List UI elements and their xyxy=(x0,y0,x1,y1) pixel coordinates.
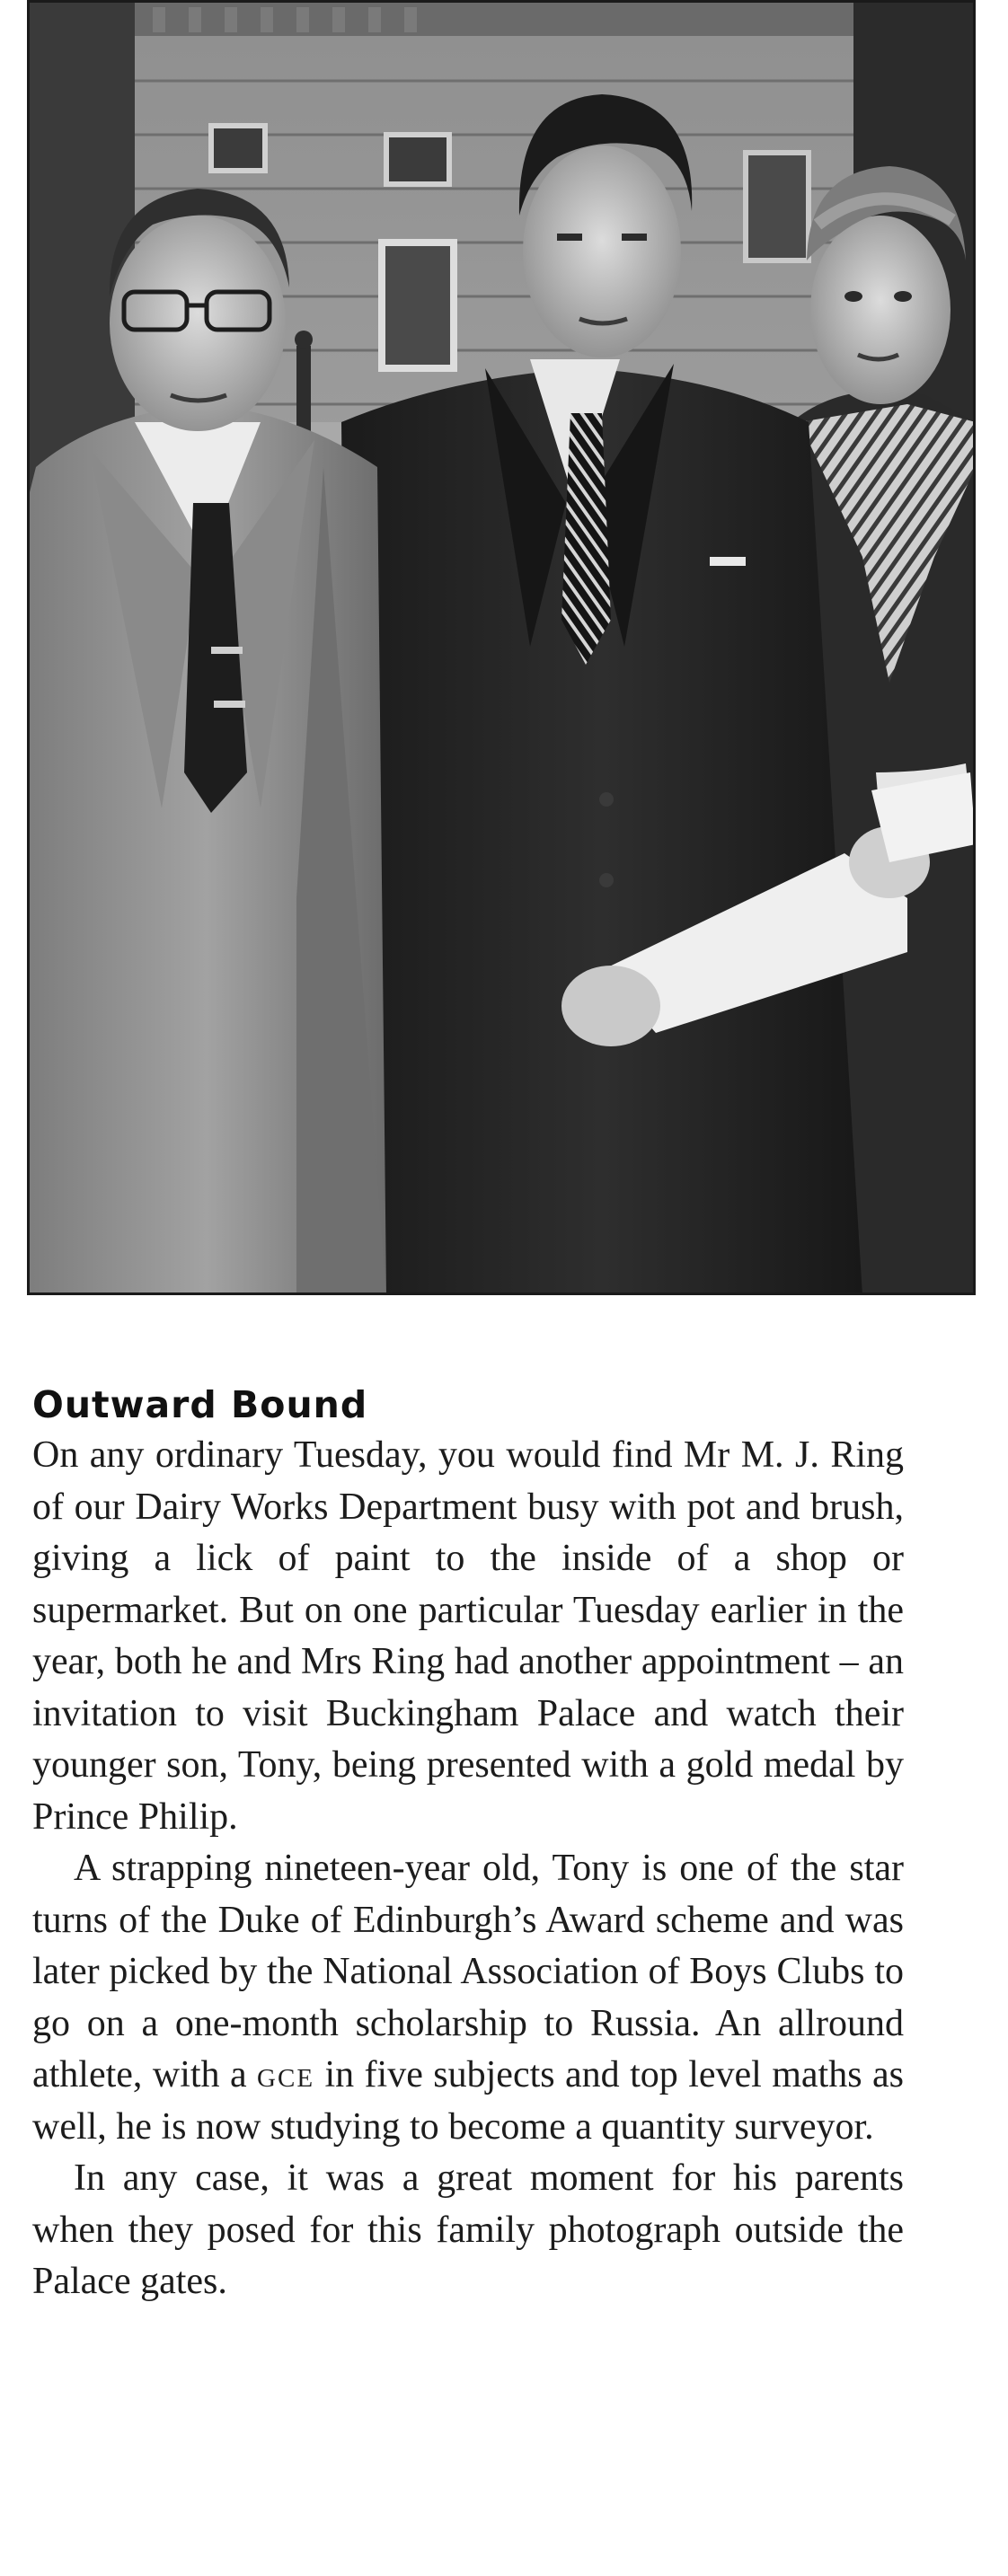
article-paragraph-1: On any ordinary Tuesday, you would find Mr M. J. Ring of our Dairy Works Department busy with pot and brush, giving a lick of paint to the inside of a shop or supermarket. But on one particular Tuesday earlier in the year, both he and Mrs Ring had another appointment – an invitation to visit Buckingham Palace and watch their younger son, Tony, being presented with a gold medal by Prince Philip. xyxy=(32,1434,904,1838)
paragraph-2-text-end: in five subjects and top level maths as well, he is now studying to become a quantity surveyor. xyxy=(32,2054,904,2148)
article-paragraph-3: In any case, it was a great moment for his parents when they posed for this family photograph outside the Palace gates. xyxy=(32,2157,904,2302)
gce-abbreviation: gce xyxy=(257,2054,315,2095)
article-paragraph-2 xyxy=(32,1843,904,2153)
paragraph-2-text-start: A strapping nineteen-year old, Tony is one of the star turns of the Duke of Edinburgh’s Award scheme and was later picked by the National Association of Boys Clubs to go on a one-month scholarship to Russia. An allround athlete, with a xyxy=(32,1848,904,2095)
article-photograph xyxy=(27,0,976,1295)
photo-illustration xyxy=(27,0,976,1295)
article xyxy=(32,1380,904,2308)
article-headline: Outward Bound xyxy=(32,1383,368,1426)
